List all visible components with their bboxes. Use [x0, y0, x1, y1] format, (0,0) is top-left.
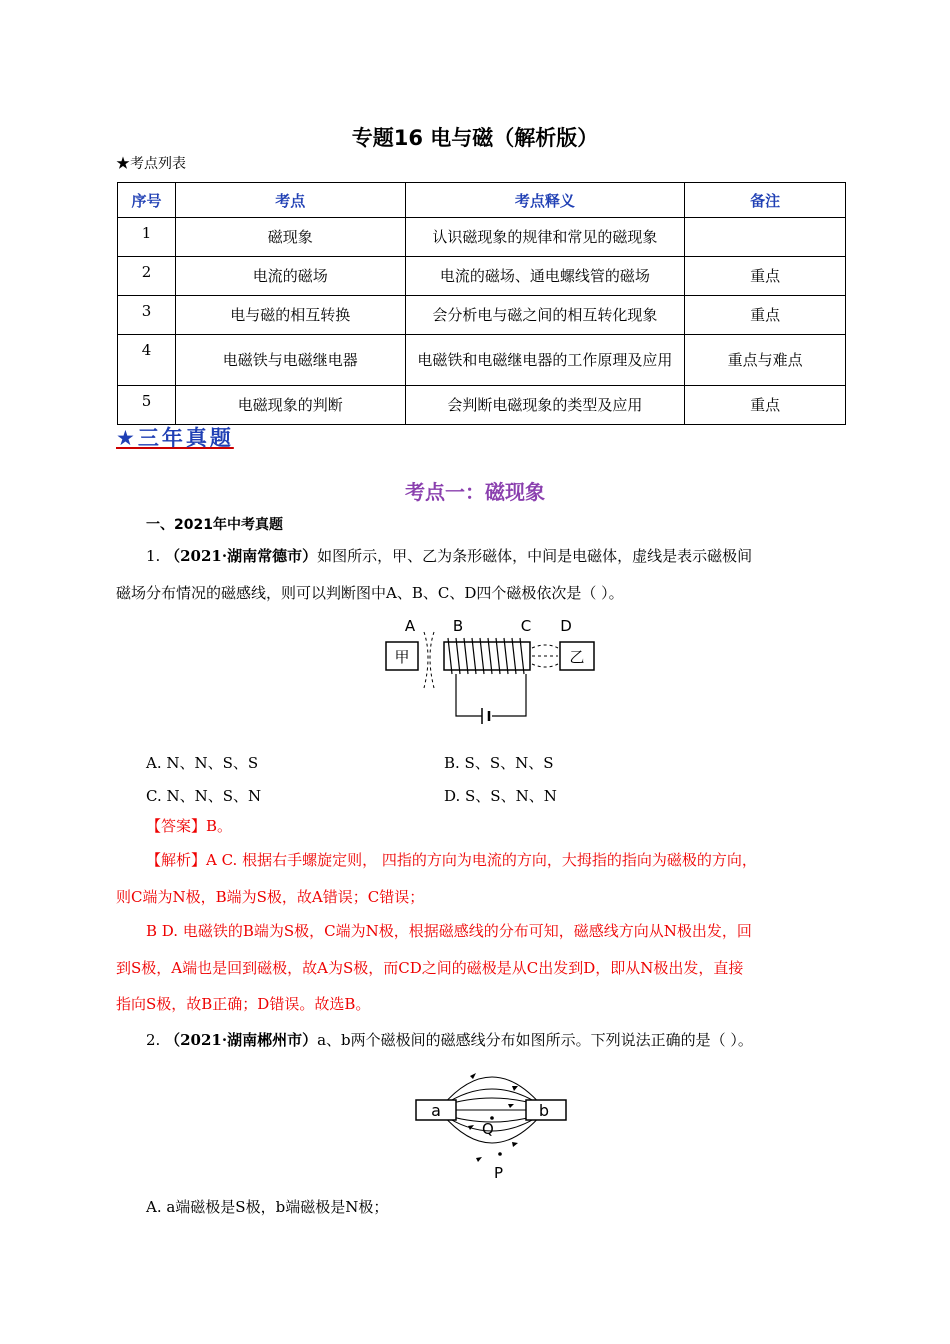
fig-label-b: B — [452, 617, 464, 635]
q1-analysis-line4: 到S极，A端也是回到磁极，故A为S极，而CD之间的磁极是从C出发到D，即从N极出发，直接 — [116, 959, 744, 977]
table-row — [118, 386, 846, 425]
q2-option-a[interactable]: A. a端磁极是S极，b端磁极是N极； — [146, 1198, 389, 1216]
cell-desc: 电磁铁和电磁继电器的工作原理及应用 — [405, 335, 685, 386]
fig-label-b: b — [538, 1101, 550, 1120]
cell-note — [685, 218, 846, 257]
fig-label-a: a — [431, 1101, 441, 1120]
cell-desc: 电流的磁场、通电螺线管的磁场 — [405, 257, 685, 296]
field-line — [532, 645, 558, 648]
q1-number: 1. — [146, 547, 161, 565]
cell-note: 重点 — [685, 386, 846, 425]
q2-source: （2021·湖南郴州市） — [165, 1031, 318, 1049]
page-title: 专题16 电与磁（解析版） — [351, 126, 599, 150]
header-no: 序号 — [118, 183, 176, 218]
section-heading: 考点一：磁现象 — [405, 480, 545, 504]
subsection-heading: 一、2021年中考真题 — [146, 517, 283, 533]
q1-option-d[interactable]: D. S、S、N、N — [444, 787, 557, 805]
cell-point: 电磁铁与电磁继电器 — [175, 335, 405, 386]
q1-option-b[interactable]: B. S、S、N、S — [444, 754, 554, 772]
q2-stem — [146, 1022, 753, 1058]
q1-analysis-line3: B D. 电磁铁的B端为S极，C端为N极，根据磁感线的分布可知，磁感线方向从N极出发，回 — [146, 922, 752, 940]
table-row — [118, 257, 846, 296]
analysis-tag: 【解析】 — [146, 851, 207, 869]
fig-label-q: Q — [482, 1120, 494, 1138]
q1-option-c[interactable]: C. N、N、S、N — [146, 787, 262, 805]
answer-text: B。 — [206, 817, 233, 835]
topic-table — [117, 182, 846, 425]
cell-point: 电与磁的相互转换 — [175, 296, 405, 335]
q1-figure — [380, 612, 600, 724]
q1-source: （2021·湖南常德市） — [165, 547, 318, 565]
q2-number: 2. — [146, 1031, 161, 1049]
cell-note: 重点与难点 — [685, 335, 846, 386]
table-header-row — [118, 183, 846, 218]
field-line — [430, 632, 434, 688]
header-desc: 考点释义 — [405, 183, 685, 218]
cell-desc: 认识磁现象的规律和常见的磁现象 — [405, 218, 685, 257]
fig-label-left: 甲 — [394, 648, 410, 666]
q1-answer — [146, 808, 232, 844]
cell-no: 4 — [118, 335, 176, 386]
cell-point: 磁现象 — [175, 218, 405, 257]
header-point: 考点 — [175, 183, 405, 218]
field-line — [532, 664, 558, 667]
cell-no: 2 — [118, 257, 176, 296]
cell-no: 3 — [118, 296, 176, 335]
cell-point: 电流的磁场 — [175, 257, 405, 296]
cell-desc: 会分析电与磁之间的相互转化现象 — [405, 296, 685, 335]
cell-no: 5 — [118, 386, 176, 425]
circuit-wire — [456, 674, 526, 716]
fig-label-right: 乙 — [569, 648, 585, 666]
answer-tag: 【答案】 — [146, 817, 207, 835]
table-caption: ★考点列表 — [116, 156, 186, 172]
table-row — [118, 218, 846, 257]
q1-stem-a: 如图所示，甲、乙为条形磁体，中间是电磁体，虚线是表示磁极间 — [317, 547, 753, 565]
point-p-dot — [498, 1152, 502, 1156]
q1-analysis-line5: 指向S极，故B正确；D错误。故选B。 — [116, 995, 371, 1013]
q1-option-a[interactable]: A. N、N、S、S — [146, 754, 259, 772]
q2-figure — [412, 1062, 572, 1186]
header-note: 备注 — [685, 183, 846, 218]
q1-analysis-line2: 则C端为N极，B端为S极，故A错误；C错误； — [116, 888, 425, 906]
q1-stem-line2: 磁场分布情况的磁感线，则可以判断图中A、B、C、D四个磁极依次是（ ）。 — [116, 584, 624, 602]
cell-note: 重点 — [685, 296, 846, 335]
fig-label-a: A — [404, 617, 416, 635]
coil-windings — [448, 638, 524, 674]
field-line — [424, 632, 428, 688]
q1-stem-line1 — [146, 538, 752, 574]
cell-point: 电磁现象的判断 — [175, 386, 405, 425]
table-row — [118, 296, 846, 335]
fig-label-c: C — [520, 617, 532, 635]
cell-desc: 会判断电磁现象的类型及应用 — [405, 386, 685, 425]
fig-label-d: D — [560, 617, 572, 635]
fig-label-p: P — [494, 1164, 504, 1182]
q2-stem-text: a、b两个磁极间的磁感线分布如图所示。下列说法正确的是（ ）。 — [317, 1031, 753, 1049]
section-banner: ★三年真题 — [116, 426, 234, 450]
cell-note: 重点 — [685, 257, 846, 296]
analysis-text: A C. 根据右手螺旋定则， 四指的方向为电流的方向，大拇指的指向为磁极的方向， — [206, 851, 757, 869]
cell-no: 1 — [118, 218, 176, 257]
table-row — [118, 335, 846, 386]
q1-analysis-line1 — [146, 842, 757, 878]
